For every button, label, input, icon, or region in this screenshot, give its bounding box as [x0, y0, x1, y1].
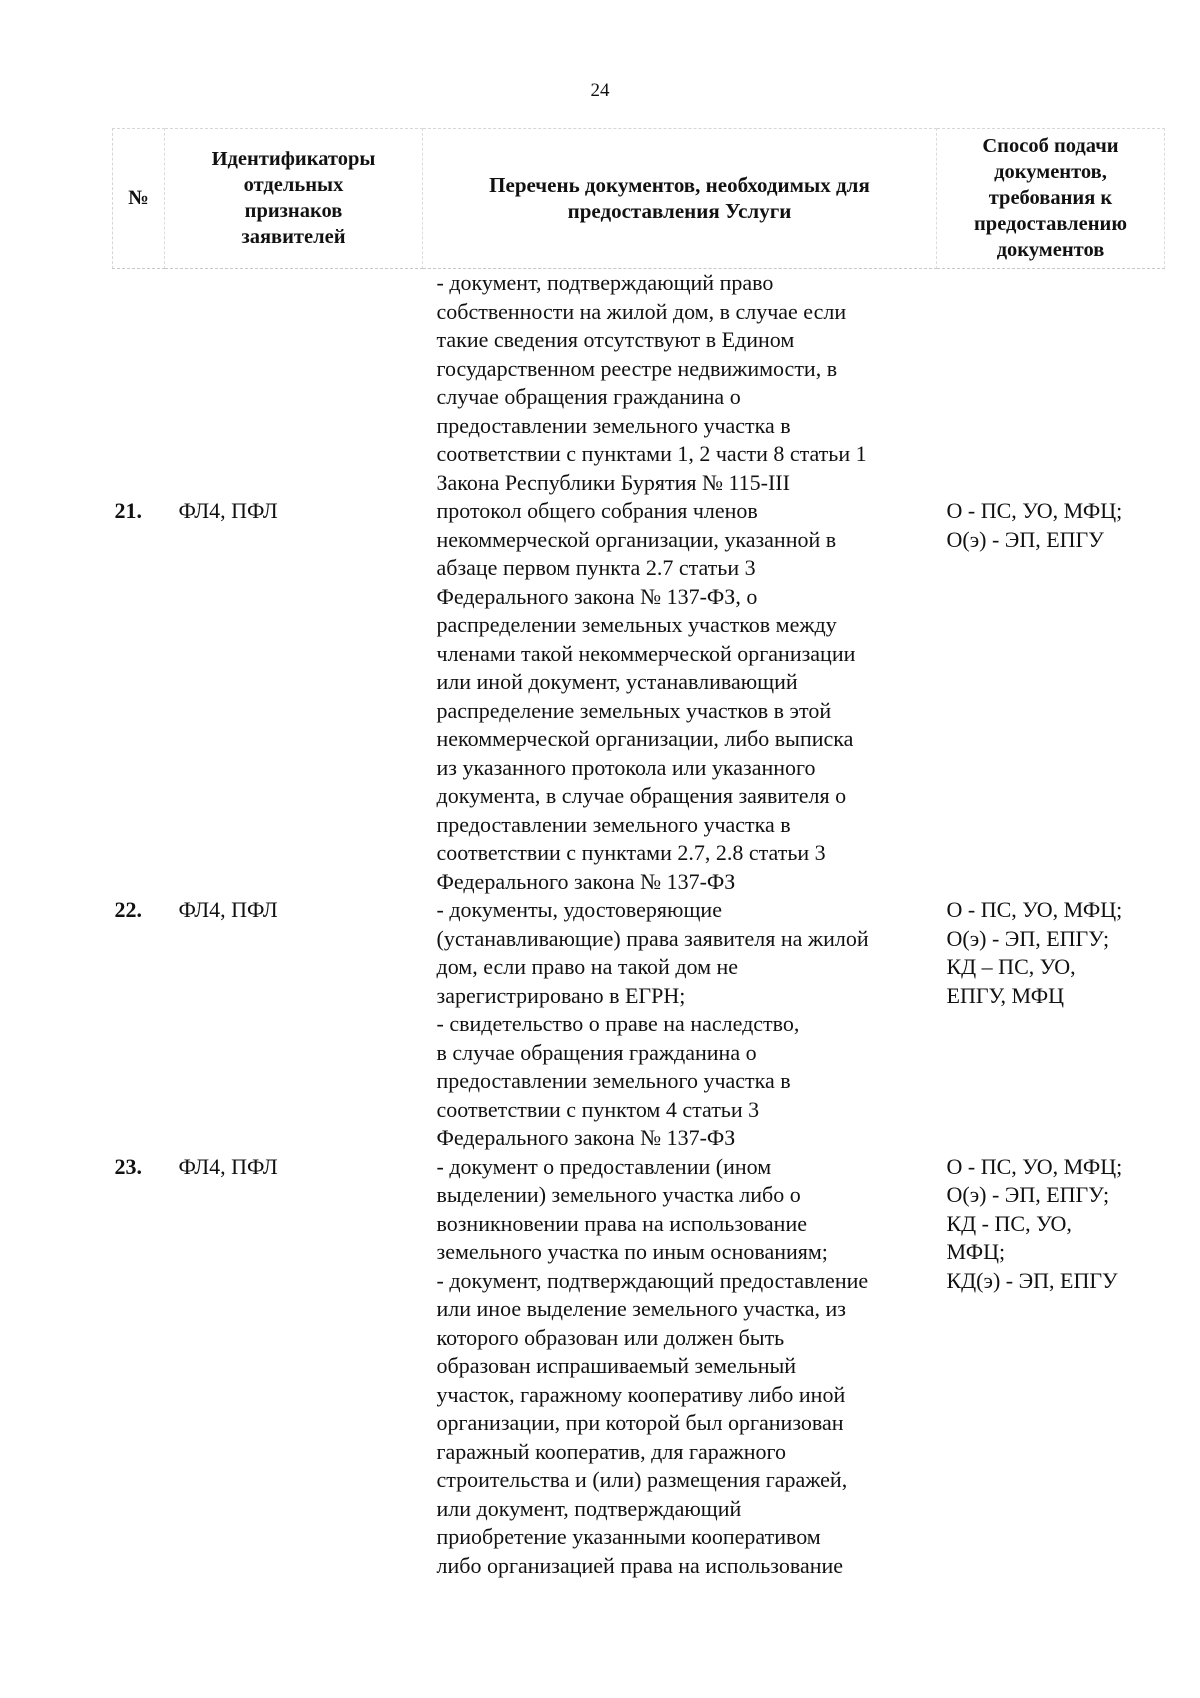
- document-line: образован испрашиваемый земельный: [436, 1353, 797, 1378]
- table-row: [113, 1153, 1165, 1581]
- header-method-line: Способ подачи: [982, 134, 1119, 157]
- header-documents: [423, 129, 937, 269]
- row-identifiers: ФЛ4, ПФЛ: [178, 1153, 278, 1179]
- document-line: дом, если право на такой дом не: [436, 954, 739, 979]
- method-line: КД(э) - ЭП, ЕПГУ: [946, 1267, 1118, 1293]
- method-line: О - ПС, УО, МФЦ;: [946, 1153, 1123, 1179]
- document-line: строительства и (или) размещения гаражей,: [436, 1467, 848, 1492]
- document-line: либо организацией права на использование: [436, 1552, 844, 1578]
- method-line: О(э) - ЭП, ЕПГУ;: [946, 1182, 1110, 1207]
- header-documents-line: Перечень документов, необходимых для: [489, 172, 870, 197]
- method-line: ЕПГУ, МФЦ: [946, 982, 1065, 1008]
- method-line: О - ПС, УО, МФЦ;: [946, 897, 1123, 922]
- document-line: абзаце первом пункта 2.7 статьи 3: [436, 555, 756, 580]
- header-identifiers: [165, 129, 423, 269]
- document-line: организации, при которой был организован: [436, 1410, 844, 1435]
- document-line: соответствии с пунктом 4 статьи 3: [436, 1096, 760, 1122]
- document-line: - документ, подтверждающий предоставление: [436, 1267, 869, 1293]
- document-line: которого образован или должен быть: [436, 1324, 785, 1350]
- row-identifiers: ФЛ4, ПФЛ: [178, 897, 278, 922]
- document-line: Закона Республики Бурятия № 115-III: [436, 469, 790, 495]
- document-line: государственном реестре недвижимости, в: [436, 355, 838, 381]
- document-line: гаражный кооператив, для гаражного: [436, 1438, 786, 1464]
- table-row-continuation: [113, 269, 1165, 498]
- document-line: - документ о предоставлении (ином: [436, 1153, 772, 1179]
- row-documents-cell: [423, 896, 937, 1153]
- document-line: предоставлении земельного участка в: [436, 412, 791, 438]
- document-line: случае обращения гражданина о: [436, 384, 741, 409]
- row-method-cell: [937, 1153, 1165, 1581]
- documents-table: [112, 128, 1165, 1580]
- document-line: участок, гаражному кооперативу либо иной: [436, 1381, 846, 1407]
- method-line: О(э) - ЭП, ЕПГУ: [946, 526, 1104, 552]
- method-line: КД - ПС, УО,: [946, 1210, 1072, 1236]
- page-number: 24: [590, 80, 610, 101]
- document-line: некоммерческой организации, указанной в: [436, 526, 837, 552]
- document-line: документа, в случае обращения заявителя о: [436, 783, 847, 808]
- row-identifiers-cell: [165, 269, 423, 498]
- table-row: [113, 497, 1165, 896]
- document-line: приобретение указанными кооперативом: [436, 1524, 821, 1549]
- header-method-line: документов,: [994, 160, 1107, 183]
- row-documents-cell: [423, 1153, 937, 1581]
- document-line: возникновении права на использование: [436, 1210, 807, 1236]
- row-documents-cell: [423, 269, 937, 498]
- table-header-row: [113, 129, 1165, 269]
- document-line: предоставлении земельного участка в: [436, 1068, 791, 1093]
- document-line: некоммерческой организации, либо выписка: [436, 726, 854, 751]
- method-line: О - ПС, УО, МФЦ;: [946, 498, 1123, 523]
- header-identifiers-line: Идентификаторы: [211, 147, 376, 170]
- document-line: соответствии с пунктами 1, 2 части 8 статьи 1: [436, 441, 867, 466]
- row-number-cell: [113, 269, 165, 498]
- row-number: 23.: [114, 1153, 142, 1179]
- document-line: предоставлении земельного участка в: [436, 811, 791, 837]
- method-line: МФЦ;: [946, 1239, 1006, 1264]
- document-line: - свидетельство о праве на наследство,: [436, 1011, 800, 1036]
- header-method-line: требования к: [988, 186, 1113, 209]
- document-line: или документ, подтверждающий: [436, 1495, 742, 1521]
- header-method-line: предоставлению: [973, 212, 1128, 235]
- document-line: собственности на жилой дом, в случае если: [436, 298, 847, 324]
- document-line: Федерального закона № 137-ФЗ, о: [436, 583, 758, 609]
- document-line: или иной документ, устанавливающий: [436, 669, 798, 694]
- header-method-line: документов: [996, 238, 1105, 261]
- document-line: такие сведения отсутствуют в Едином: [436, 327, 795, 352]
- document-line: членами такой некоммерческой организации: [436, 640, 856, 666]
- document-line: выделении) земельного участка либо о: [436, 1182, 801, 1207]
- method-line: О(э) - ЭП, ЕПГУ;: [946, 925, 1110, 951]
- table-row: [113, 896, 1165, 1153]
- document-line: Федерального закона № 137-ФЗ: [436, 868, 736, 894]
- header-documents-line: предоставления Услуги: [567, 198, 792, 223]
- row-documents-cell: [423, 497, 937, 896]
- document-line: соответствии с пунктами 2.7, 2.8 статьи 3: [436, 840, 826, 865]
- document-line: Федерального закона № 137-ФЗ: [436, 1125, 736, 1150]
- header-method: [937, 129, 1165, 269]
- method-line: КД – ПС, УО,: [946, 954, 1076, 979]
- document-line: из указанного протокола или указанного: [436, 754, 816, 780]
- header-identifiers-line: отдельных: [243, 173, 344, 196]
- row-identifiers: ФЛ4, ПФЛ: [178, 498, 278, 523]
- row-number: 21.: [114, 498, 142, 523]
- document-line: (устанавливающие) права заявителя на жилой: [436, 925, 869, 951]
- document-line: в случае обращения гражданина о: [436, 1039, 757, 1065]
- document-line: или иное выделение земельного участка, из: [436, 1296, 846, 1321]
- document-line: - документы, удостоверяющие: [436, 897, 722, 922]
- document-line: земельного участка по иным основаниям;: [436, 1239, 828, 1264]
- header-identifiers-line: заявителей: [241, 225, 346, 248]
- row-method-cell: [937, 497, 1165, 896]
- header-number: №: [113, 129, 165, 269]
- row-method-cell: [937, 269, 1165, 498]
- document-line: распределении земельных участков между: [436, 612, 837, 637]
- row-method-cell: [937, 896, 1165, 1153]
- document-line: - документ, подтверждающий право: [436, 270, 774, 295]
- document-line: протокол общего собрания членов: [436, 498, 758, 523]
- document-line: зарегистрировано в ЕГРН;: [436, 982, 686, 1008]
- document-line: распределение земельных участков в этой: [436, 697, 832, 723]
- header-identifiers-line: признаков: [244, 199, 343, 222]
- row-number: 22.: [114, 897, 142, 922]
